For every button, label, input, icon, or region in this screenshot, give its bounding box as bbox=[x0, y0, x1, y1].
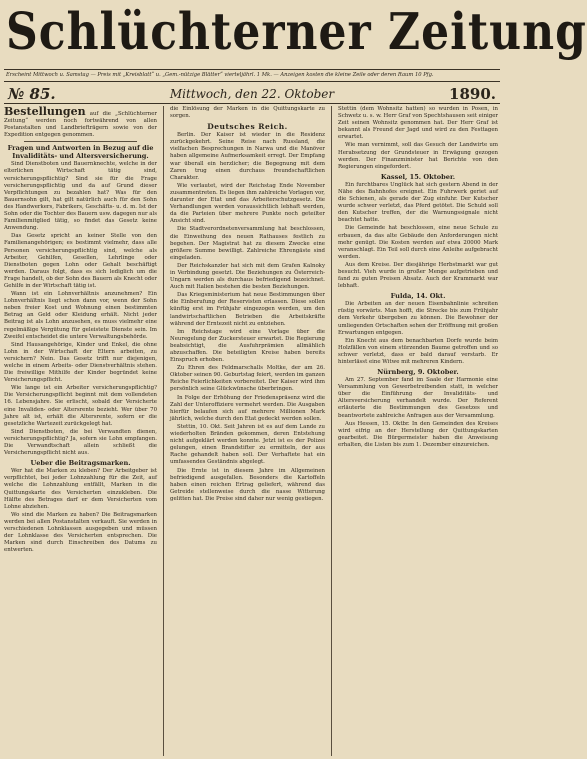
issue-number: № 85. bbox=[8, 85, 56, 103]
paragraph: Der Reichskanzler hat sich mit dem Grafen Kalnoky in Verbindung gesetzt. Die Beziehungen zu Österreich-Ungarn werden als durchaus befriedigend bezeichnet. Auch mit Italien bestehen die besten Beziehungen. bbox=[170, 262, 325, 291]
paragraph: Im Reichstage wird eine Vorlage über die Neuregelung der Zuckersteuer erwartet. Die Regierung beabsichtigt, die Ausfuhrprämien allmählich abzuschaffen. Die beteiligten Kreise haben bereits Einspruch erhoben. bbox=[170, 328, 325, 364]
issue-rule bbox=[4, 103, 500, 104]
paragraph: Das Kriegsministerium hat neue Bestimmungen über die Einberufung der Reservisten erlassen. Diese sollen künftig erst im Frühjahr eingezogen werden, um den landwirtschaftlichen Betrieben die Arbeitskräfte während der Erntezeit nicht zu entziehen. bbox=[170, 292, 325, 327]
lead-word: Bestellungen bbox=[4, 105, 86, 118]
article-heading: Fragen und Antworten in Bezug auf die Invaliditäts- und Altersversicherung. bbox=[7, 144, 154, 161]
dateline-heading: Kassel, 15. Oktober. bbox=[380, 172, 456, 181]
paragraph: Wo sind die Marken zu haben? Die Beitragsmarken werden bei allen Postanstalten verkauft. Sie werden in verschiedenen Lohnklassen ausgegeben und müssen der Lohnklasse des Versicherten entsprechen. Die Marken sind durch Einschreiben des Datums zu entwerten. bbox=[4, 511, 157, 554]
paragraph: Sind Hausangehörige, Kinder und Enkel, die ohne Lohn in der Wirtschaft der Eltern arbeiten, zu versichern? Nein. Das Gesetz trifft nur diejenigen, welche in einem Arbeits- oder Dienstverhältnis stehen. Die freiwillige Mithilfe der Kinder begründet keine Versicherungspflicht. bbox=[4, 341, 157, 384]
paragraph: Wann ist ein Lohnverhältnis anzunehmen? Ein Lohnverhältnis liegt schon dann vor, wenn der Sohn neben freier Kost und Wohnung einen bestimmten Betrag an Geld oder Kleidung erhält. Nicht jeder Beitrag ist als Lohn anzusehen, es muss vielmehr eine regelmäßige Vergütung für geleistete Dienste sein. Im Zweifel entscheidet die untere Verwaltungsbehörde. bbox=[4, 291, 157, 340]
issue-row bbox=[8, 83, 496, 103]
paragraph: Stettin (dem Wohnsitz hatten) so wurden in Posen, in Schwetz u. s. w. Herr Graf von Spechtshausen seit einiger Zeit seinen Wohnsitz genommen hat. Der Herr Graf ist bekannt als Freund der Jagd und wird zu den Festtagen erwartet. bbox=[338, 106, 498, 141]
paragraph: Wie man vernimmt, soll das Gesuch der Landwirte um Herabsetzung der Grundsteuer in Erwägung gezogen werden. Der Finanzminister hat Berichte von den Regierungen eingefordert. bbox=[338, 142, 498, 170]
paragraph: die Einlösung der Marken in die Quittungskarte zu sorgen. bbox=[170, 106, 325, 120]
paragraph: Berlin. Der Kaiser ist wieder in die Residenz zurückgekehrt. Seine Reise nach Russland, die vielfachen Besprechungen in Narwa und die Manöver haben allgemeine Aufmerksamkeit erregt. Der Empfang war überall ein herzlicher; die Begegnung mit dem Zaren trug einen durchaus freundschaftlichen Charakter. bbox=[170, 132, 325, 181]
section-heading: Ueber die Beitragsmarken. bbox=[30, 459, 131, 468]
paragraph: Sind Dienstboten und Bauernknechte, welche in der elterlichen Wirtschaft tätig sind, versicherungspflichtig? Sind sie für die Frage versicherungspflichtig und da auf Grund dieser Verpflichtungen zu bezahlen hat? Was für den Bauernsohn gilt, hat gilt natürlich auch für den Sohn des Handwerkers, Fabrikers, Geschäfts- u. d. m. Ist der Sohn oder die Tochter des Bauern usw. dagegen nur als Familienmitglied tätig, so findet das Gesetz keine Anwendung. bbox=[4, 161, 157, 232]
dateline-heading: Fulda, 14. Okt. bbox=[390, 292, 446, 301]
masthead-rule bbox=[4, 69, 500, 70]
masthead-title: Schlüchterner Zeitung bbox=[6, 3, 587, 62]
paragraph: Ein furchtbares Unglück hat sich gestern Abend in der Nähe des Bahnhofes ereignet. Ein Fuhrwerk geriet auf die Schienen, als gerade der Zug einfuhr. Der Kutscher wurde schwer verletzt, das Pferd getötet. Die Schuld soll den Kutscher treffen, der die Warnungssignale nicht beachtet hatte. bbox=[338, 181, 498, 224]
column-3 bbox=[338, 106, 498, 756]
subline-rule bbox=[4, 81, 500, 82]
paragraph: Die Arbeiten an der neuen Eisenbahnlinie schreiten rüstig vorwärts. Man hofft, die Strecke bis zum Frühjahr dem Verkehr übergeben zu können. Die Bewohner der umliegenden Ortschaften sehen der Eröffnung mit großen Erwartungen entgegen. bbox=[338, 301, 498, 336]
paragraph: Das Gesetz spricht an keiner Stelle von den Familienangehörigen; es bestimmt vielmehr, dass alle Personen versicherungspflichtig sind, welche als Arbeiter, Gehilfen, Gesellen, Lehrlinge oder Dienstboten gegen Lohn oder Gehalt beschäftigt werden. Daraus folgt, dass es sich lediglich um die Frage handelt, ob der Sohn des Bauern als Knecht oder Gehilfe in der Wirtschaft tätig ist. bbox=[4, 233, 157, 289]
paragraph: Aus dem Kreise. Der diesjährige Herbstmarkt war gut besucht. Vieh wurde in großer Menge aufgetrieben und fand zu guten Preisen Absatz. Auch der Krammarkt war lebhaft. bbox=[338, 261, 498, 290]
lead-text: auf die „Schlüchterner Zeitung“ werden noch fortwährend von allen Postanstalten und Landbriefträgern sowie von der Expedition entgegen genommen. bbox=[4, 111, 157, 139]
paragraph: Die Gemeinde hat beschlossen, eine neue Schule zu erbauen, da das alte Gebäude den Anforderungen nicht mehr genügt. Die Kosten werden auf etwa 20000 Mark veranschlagt. Ein Teil soll durch eine Anleihe aufgebracht werden. bbox=[338, 225, 498, 260]
paragraph: Ein Knecht aus dem benachbarten Dorfe wurde beim Holzfällen von einem stürzenden Baume getroffen und so schwer verletzt, dass er bald darauf verstarb. Er hinterlässt eine Witwe mit mehreren Kindern. bbox=[338, 337, 498, 365]
paragraph: Wie lange ist ein Arbeiter versicherungspflichtig? Die Versicherungspflicht beginnt mit dem vollendeten 16. Lebensjahre. Sie erlischt, sobald der Versicherte eine Invaliden- oder Altersrente bezieht. Wer über 70 Jahre alt ist, erhält die Altersrente, sofern er die gesetzliche Wartezeit zurückgelegt hat. bbox=[4, 385, 157, 427]
article-columns bbox=[4, 106, 500, 756]
paragraph: Die Ernte ist in diesem Jahre im Allgemeinen befriedigend ausgefallen. Besonders die Kartoffeln haben einen reichen Ertrag geliefert, während das Getreide stellenweise durch die nasse Witterung gelitten hat. Die Preise sind daher nur wenig gestiegen. bbox=[170, 467, 325, 502]
paragraph: Wer hat die Marken zu kleben? Der Arbeitgeber ist verpflichtet, bei jeder Lohnzahlung für die Zeit, auf welche die Lohnzahlung entfällt, Marken in die Quittungskarte des Versicherten einzukleben. Die Hälfte des Betrages darf er dem Versicherten vom Lohne abziehen. bbox=[4, 468, 157, 510]
paragraph: Sind Dienstboten, die bei Verwandten dienen, versicherungspflichtig? Ja, sofern sie Lohn empfangen. Die Verwandtschaft allein schließt die Versicherungspflicht nicht aus. bbox=[4, 428, 157, 457]
issue-date: Mittwoch, den 22. Oktober bbox=[169, 87, 335, 101]
paragraph: Am 27. September fand im Saale der Harmonie eine Versammlung von Gewerbetreibenden statt, in welcher über die Einführung der Invaliditäts- und Altersversicherung verhandelt wurde. Der Referent erläuterte die Bestimmungen des Gesetzes und beantwortete zahlreiche Anfragen aus der Versammlung. bbox=[338, 377, 498, 419]
paragraph: In Folge der Erhöhung der Friedenspräsenz wird die Zahl der Unteroffiziere vermehrt werden. Die Ausgaben hierfür belaufen sich auf mehrere Millionen Mark jährlich, welche durch den Etat gedeckt werden sollen. bbox=[170, 394, 325, 422]
paragraph: Die Stadtverordnetenversammlung hat beschlossen, die Einweihung des neuen Rathauses festlich zu begehen. Der Magistrat hat zu diesem Zwecke eine größere Summe bewilligt. Zahlreiche Ehrengäste sind eingeladen. bbox=[170, 226, 325, 261]
paragraph: Zu Ehren des Feldmarschalls Moltke, der am 26. Oktober seinen 90. Geburtstag feiert, werden im ganzen Reiche Feierlichkeiten vorbereitet. Der Kaiser wird ihm persönlich seine Glückwünsche überbringen. bbox=[170, 365, 325, 393]
paragraph: Aus Hessen, 15. Oktbr. In den Gemeinden des Kreises wird eifrig an der Herstellung der Quittungskarten gearbeitet. Die Bürgermeister haben die Anweisung erhalten, die Listen bis zum 1. Dezember einzureichen. bbox=[338, 420, 498, 448]
issue-year: 1890. bbox=[449, 85, 496, 103]
separator bbox=[24, 141, 137, 142]
paragraph: Wie verlautet, wird der Reichstag Ende November zusammentreten. Es liegen ihm zahlreiche Vorlagen vor, darunter der Etat und das Arbeiterschutzgesetz. Die Verhandlungen werden voraussichtlich lebhaft werden, da die Parteien über mehrere Punkte noch geteilter Ansicht sind. bbox=[170, 182, 325, 225]
section-heading: Deutsches Reich. bbox=[207, 122, 288, 132]
subscription-line: Erscheint Mittwoch u. Samstag — Preis mit „Kreisblatt“ u. „Gem.-nützige Blätter“ vierteljährl. 1 Mk. — Anzeigen kosten die kleine Zeile oder deren Raum 10 Pfg. bbox=[6, 72, 434, 78]
column-2 bbox=[170, 106, 325, 756]
column-1 bbox=[4, 106, 157, 756]
dateline-heading: Nürnberg, 9. Oktober. bbox=[377, 368, 459, 377]
paragraph: Stettin, 10. Okt. Seit Jahren ist es auf dem Lande zu wiederholten Bränden gekommen, deren Entstehung nicht aufgeklärt werden konnte. Jetzt ist es der Polizei gelungen, einen Brandstifter zu ermitteln, der aus Rache gehandelt haben soll. Der Verhaftete hat ein umfassendes Geständnis abgelegt. bbox=[170, 423, 325, 466]
